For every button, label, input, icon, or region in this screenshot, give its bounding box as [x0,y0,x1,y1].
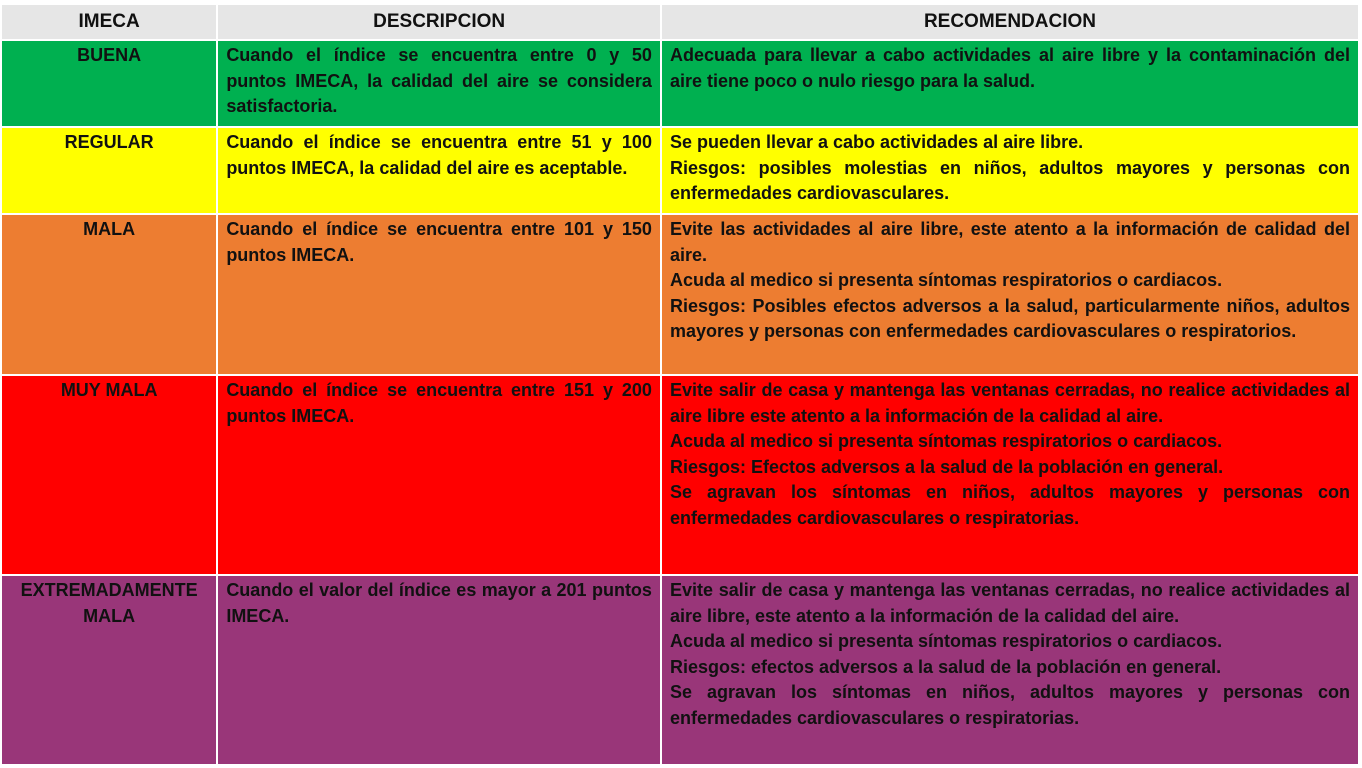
level-line: EXTREMADAMENTE [20,580,198,600]
level-cell: MALA [1,214,217,375]
recommendation-cell [661,375,1359,575]
level-cell [1,575,217,765]
level-cell: BUENA [1,40,217,127]
recommendation-line: Evite salir de casa y mantenga las ventanas cerradas, no realice actividades al aire libre, este atento a la información de la calidad del aire. [669,580,1350,626]
recommendation-line: Evite las actividades al aire libre, este atento a la información de calidad del aire. [669,219,1350,265]
level-line: MALA [83,605,136,626]
recommendation-line: Se pueden llevar a cabo actividades al aire libre. [669,132,1084,152]
description-text: Cuando el índice se encuentra entre 0 y 50 puntos IMECA, la calidad del aire se considera satisfactoria. [226,45,652,116]
recommendation-line: Riesgos: Posibles efectos adversos a la salud, particularmente niños, adultos mayores y personas con enfermedades cardiovasculares o respiratorios. [669,295,1350,341]
recommendation-line: Se agravan los síntomas en niños, adultos mayores y personas con enfermedades cardiovasculares o respiratorias. [669,682,1350,728]
description-text: Cuando el índice se encuentra entre 151 y 200 puntos IMECA. [226,380,652,426]
recommendation-cell [661,40,1359,127]
description-cell [217,575,661,765]
level-cell: REGULAR [1,127,217,214]
row-regular [1,127,1359,214]
row-buena [1,40,1359,127]
imeca-air-quality-table [0,3,1360,766]
description-cell [217,214,661,375]
description-text: Cuando el índice se encuentra entre 51 y 100 puntos IMECA, la calidad del aire es aceptable. [226,132,652,178]
recommendation-line: Riesgos: efectos adversos a la salud de la población en general. [669,656,1222,677]
description-cell [217,40,661,127]
description-text: Cuando el índice se encuentra entre 101 y 150 puntos IMECA. [226,219,652,265]
header-row [1,4,1359,40]
header-imeca: IMECA [1,4,217,40]
row-mala [1,214,1359,375]
recommendation-line: Riesgos: Efectos adversos a la salud de la población en general. [669,456,1224,477]
recommendation-cell [661,214,1359,375]
recommendation-line: Acuda al medico si presenta síntomas respiratorios o cardiacos. [669,631,1223,651]
description-cell [217,375,661,575]
recommendation-cell [661,575,1359,765]
recommendation-line: Adecuada para llevar a cabo actividades al aire libre y la contaminación del aire tiene poco o nulo riesgo para la salud. [669,45,1350,91]
recommendation-line: Acuda al medico si presenta síntomas respiratorios o cardiacos. [669,431,1223,451]
description-cell [217,127,661,214]
recommendation-line: Se agravan los síntomas en niños, adultos mayores y personas con enfermedades cardiovasculares o respiratorias. [669,482,1350,528]
recommendation-cell [661,127,1359,214]
level-cell: MUY MALA [1,375,217,575]
header-recomendacion: RECOMENDACION [661,4,1359,40]
recommendation-line: Riesgos: posibles molestias en niños, adultos mayores y personas con enfermedades cardiovasculares. [669,157,1350,203]
description-text: Cuando el valor del índice es mayor a 201 puntos IMECA. [226,580,652,626]
row-extremadamente-mala [1,575,1359,765]
recommendation-line: Evite salir de casa y mantenga las ventanas cerradas, no realice actividades al aire libre este atento a la información de la calidad al aire. [669,380,1350,426]
recommendation-line: Acuda al medico si presenta síntomas respiratorios o cardiacos. [669,270,1223,290]
header-descripcion: DESCRIPCION [217,4,661,40]
row-muy-mala [1,375,1359,575]
